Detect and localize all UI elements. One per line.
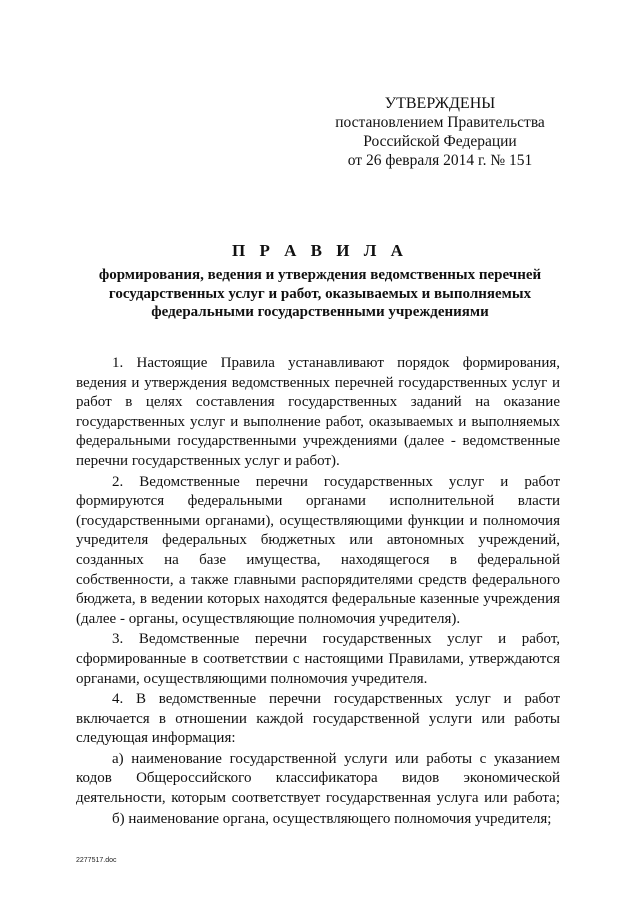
body-line: перечни государственных услуг и работ). [76, 452, 340, 469]
body-line: органами, осуществляющими полномочия учредителя. [76, 670, 428, 687]
subtitle-line: федеральными государственными учреждениями [151, 304, 489, 320]
body-line: следующая информация: [76, 730, 236, 747]
body-line: формируются федеральными органами исполнительной власти [76, 493, 560, 510]
body-line: сформированные в соответствии с настоящими Правилами, утверждаются [76, 650, 560, 667]
document-title: П Р А В И Л А [232, 241, 408, 260]
body-line: 4. В ведомственные перечни государственных услуг и работ [112, 691, 560, 708]
body-line: государственных услуг и выполнение работ, оказываемых и выполняемых [76, 413, 560, 430]
body-line: б) наименование органа, осуществляющего полномочия учредителя; [112, 810, 552, 827]
body-line: учредителя федеральных бюджетных или автономных учреждений, [76, 532, 560, 549]
body-line: работ в целях составления государственных заданий на оказание [76, 394, 560, 411]
body-line: 3. Ведомственные перечни государственных услуг и работ, [112, 631, 560, 648]
body-line: собственности, а также главными распорядителями средств федерального [76, 571, 560, 588]
body-line: а) наименование государственной услуги или работы с указанием [112, 750, 560, 767]
approval-line: постановлением Правительства [335, 114, 545, 131]
body-line: созданных на базе имущества, находящегося в федеральной [76, 551, 560, 568]
body-line: федеральными государственными учреждениями (далее - ведомственные [76, 433, 560, 450]
document-body [76, 354, 560, 829]
file-name-footer: 2277517.doc [76, 857, 117, 864]
body-line: ведения и утверждения ведомственных перечней государственных услуг и [76, 374, 560, 391]
approval-line: Российской Федерации [363, 133, 517, 150]
approval-date-line: от 26 февраля 2014 г. № 151 [347, 152, 533, 169]
body-line: (далее - органы, осуществляющие полномочия учредителя). [76, 610, 461, 627]
subtitle-line: государственных услуг и работ, оказываемых и выполняемых [108, 285, 532, 302]
approval-heading: УТВЕРЖДЕНЫ [384, 95, 496, 112]
body-line: 2. Ведомственные перечни государственных услуг и работ [112, 473, 560, 490]
body-line: 1. Настоящие Правила устанавливают порядок формирования, [112, 355, 560, 371]
approval-stamp [320, 94, 560, 170]
body-line: бюджета, в ведении которых находятся федеральные казенные учреждения [76, 591, 560, 608]
subtitle-line: формирования, ведения и утверждения ведомственных перечней [98, 267, 542, 283]
body-line: включается в отношении каждой государственной услуги или работы [76, 710, 560, 727]
body-line: деятельности, которым соответствует государственная услуга или работа; [76, 790, 560, 807]
body-line: (государственными органами), осуществляющими функции и полномочия [76, 512, 560, 529]
body-line: кодов Общероссийского классификатора видов экономической [76, 770, 560, 787]
document-subtitle [80, 266, 560, 322]
